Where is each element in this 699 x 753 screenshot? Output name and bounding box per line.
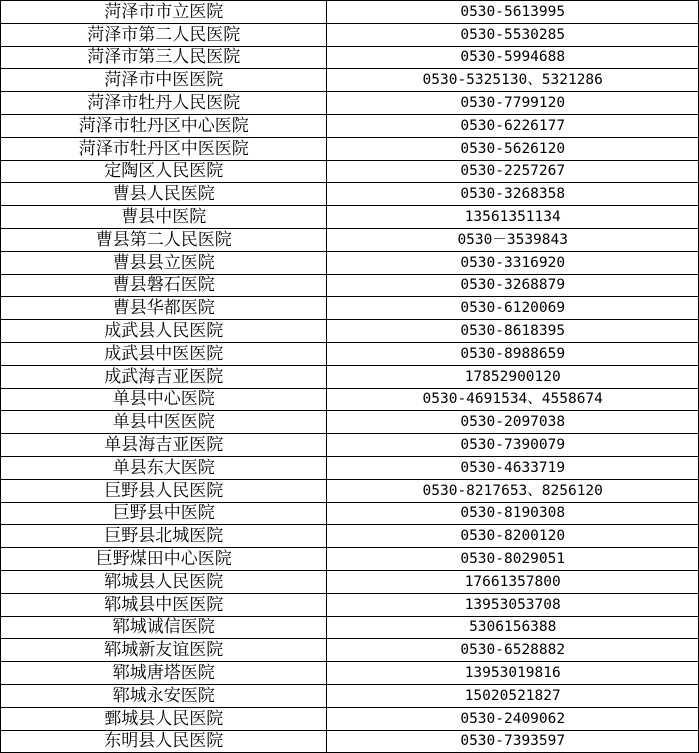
table-row [1,662,699,685]
table-row [1,206,699,229]
hospital-name-cell: 曹县中医院 [1,206,327,229]
hospital-name-cell: 巨野县北城医院 [1,525,327,548]
table-row [1,160,699,183]
phone-cell: 0530-7799120 [327,92,699,115]
hospital-name-cell: 曹县人民医院 [1,183,327,206]
table-row [1,707,699,730]
phone-cell: 0530-8190308 [327,502,699,525]
phone-cell: 13953019816 [327,662,699,685]
hospital-name-cell: 曹县磐石医院 [1,274,327,297]
hospital-name-cell: 单县海吉亚医院 [1,434,327,457]
hospital-name-cell: 菏泽市牡丹区中心医院 [1,114,327,137]
phone-cell: 0530-8029051 [327,548,699,571]
hospital-name-cell: 郓城新友谊医院 [1,639,327,662]
phone-cell: 0530-6120069 [327,297,699,320]
hospital-name-cell: 成武海吉亚医院 [1,365,327,388]
hospital-name-cell: 单县中医医院 [1,411,327,434]
table-row [1,411,699,434]
table-row [1,525,699,548]
table-row [1,456,699,479]
phone-cell: 15020521827 [327,684,699,707]
phone-cell: 0530-5325130、5321286 [327,69,699,92]
phone-cell: 0530-8217653、8256120 [327,479,699,502]
hospital-name-cell: 鄄城县人民医院 [1,707,327,730]
phone-cell: 0530-7393597 [327,730,699,753]
table-row [1,92,699,115]
table-row [1,1,699,24]
phone-cell: 0530-8200120 [327,525,699,548]
table-body [1,0,699,753]
table-row [1,114,699,137]
phone-cell: 0530－3539843 [327,228,699,251]
phone-cell: 17852900120 [327,365,699,388]
hospital-name-cell: 菏泽市第三人民医院 [1,46,327,69]
phone-cell: 0530-7390079 [327,434,699,457]
hospital-name-cell: 菏泽市中医医院 [1,69,327,92]
table-row [1,297,699,320]
hospital-name-cell: 郓城唐塔医院 [1,662,327,685]
hospital-name-cell: 菏泽市牡丹人民医院 [1,92,327,115]
phone-cell: 0530-5530285 [327,23,699,46]
phone-cell: 0530-4633719 [327,456,699,479]
phone-cell: 0530-5626120 [327,137,699,160]
phone-cell: 0530-8988659 [327,342,699,365]
table-row [1,639,699,662]
hospital-name-cell: 郓城永安医院 [1,684,327,707]
table-row [1,684,699,707]
hospital-name-cell: 单县东大医院 [1,456,327,479]
hospital-name-cell: 曹县华都医院 [1,297,327,320]
table-row [1,342,699,365]
hospital-name-cell: 菏泽市市立医院 [1,1,327,24]
phone-cell: 0530-3268358 [327,183,699,206]
hospital-name-cell: 成武县中医医院 [1,342,327,365]
phone-cell: 0530-2257267 [327,160,699,183]
table-row [1,365,699,388]
table-row [1,137,699,160]
phone-cell: 0530-5994688 [327,46,699,69]
table-row [1,69,699,92]
phone-cell: 0530-4691534、4558674 [327,388,699,411]
hospital-name-cell: 曹县第二人民医院 [1,228,327,251]
table-row [1,23,699,46]
hospital-name-cell: 定陶区人民医院 [1,160,327,183]
table-row [1,388,699,411]
hospital-name-cell: 东明县人民医院 [1,730,327,753]
phone-cell: 13561351134 [327,206,699,229]
hospital-name-cell: 巨野县人民医院 [1,479,327,502]
table-row [1,502,699,525]
table-row [1,570,699,593]
table-row [1,320,699,343]
phone-cell: 0530-5613995 [327,1,699,24]
phone-cell: 0530-2097038 [327,411,699,434]
table-row [1,548,699,571]
phone-cell: 0530-6226177 [327,114,699,137]
table-row [1,616,699,639]
hospital-name-cell: 成武县人民医院 [1,320,327,343]
table-row [1,46,699,69]
phone-cell: 0530-8618395 [327,320,699,343]
phone-cell: 0530-3268879 [327,274,699,297]
phone-cell: 5306156388 [327,616,699,639]
hospital-name-cell: 菏泽市牡丹区中医医院 [1,137,327,160]
table-row [1,479,699,502]
phone-cell: 0530-3316920 [327,251,699,274]
table-row [1,593,699,616]
hospital-name-cell: 曹县县立医院 [1,251,327,274]
hospital-name-cell: 郓城县人民医院 [1,570,327,593]
hospital-name-cell: 郓城县中医医院 [1,593,327,616]
hospital-name-cell: 巨野煤田中心医院 [1,548,327,571]
hospital-name-cell: 巨野县中医院 [1,502,327,525]
phone-cell: 0530-6528882 [327,639,699,662]
hospital-name-cell: 单县中心医院 [1,388,327,411]
hospital-name-cell: 郓城诚信医院 [1,616,327,639]
phone-cell: 0530-2409062 [327,707,699,730]
phone-cell: 13953053708 [327,593,699,616]
table-row [1,228,699,251]
table-row [1,251,699,274]
table-row [1,183,699,206]
table-row [1,434,699,457]
hospital-name-cell: 菏泽市第二人民医院 [1,23,327,46]
table-row [1,730,699,753]
phone-cell: 17661357800 [327,570,699,593]
table-row [1,274,699,297]
